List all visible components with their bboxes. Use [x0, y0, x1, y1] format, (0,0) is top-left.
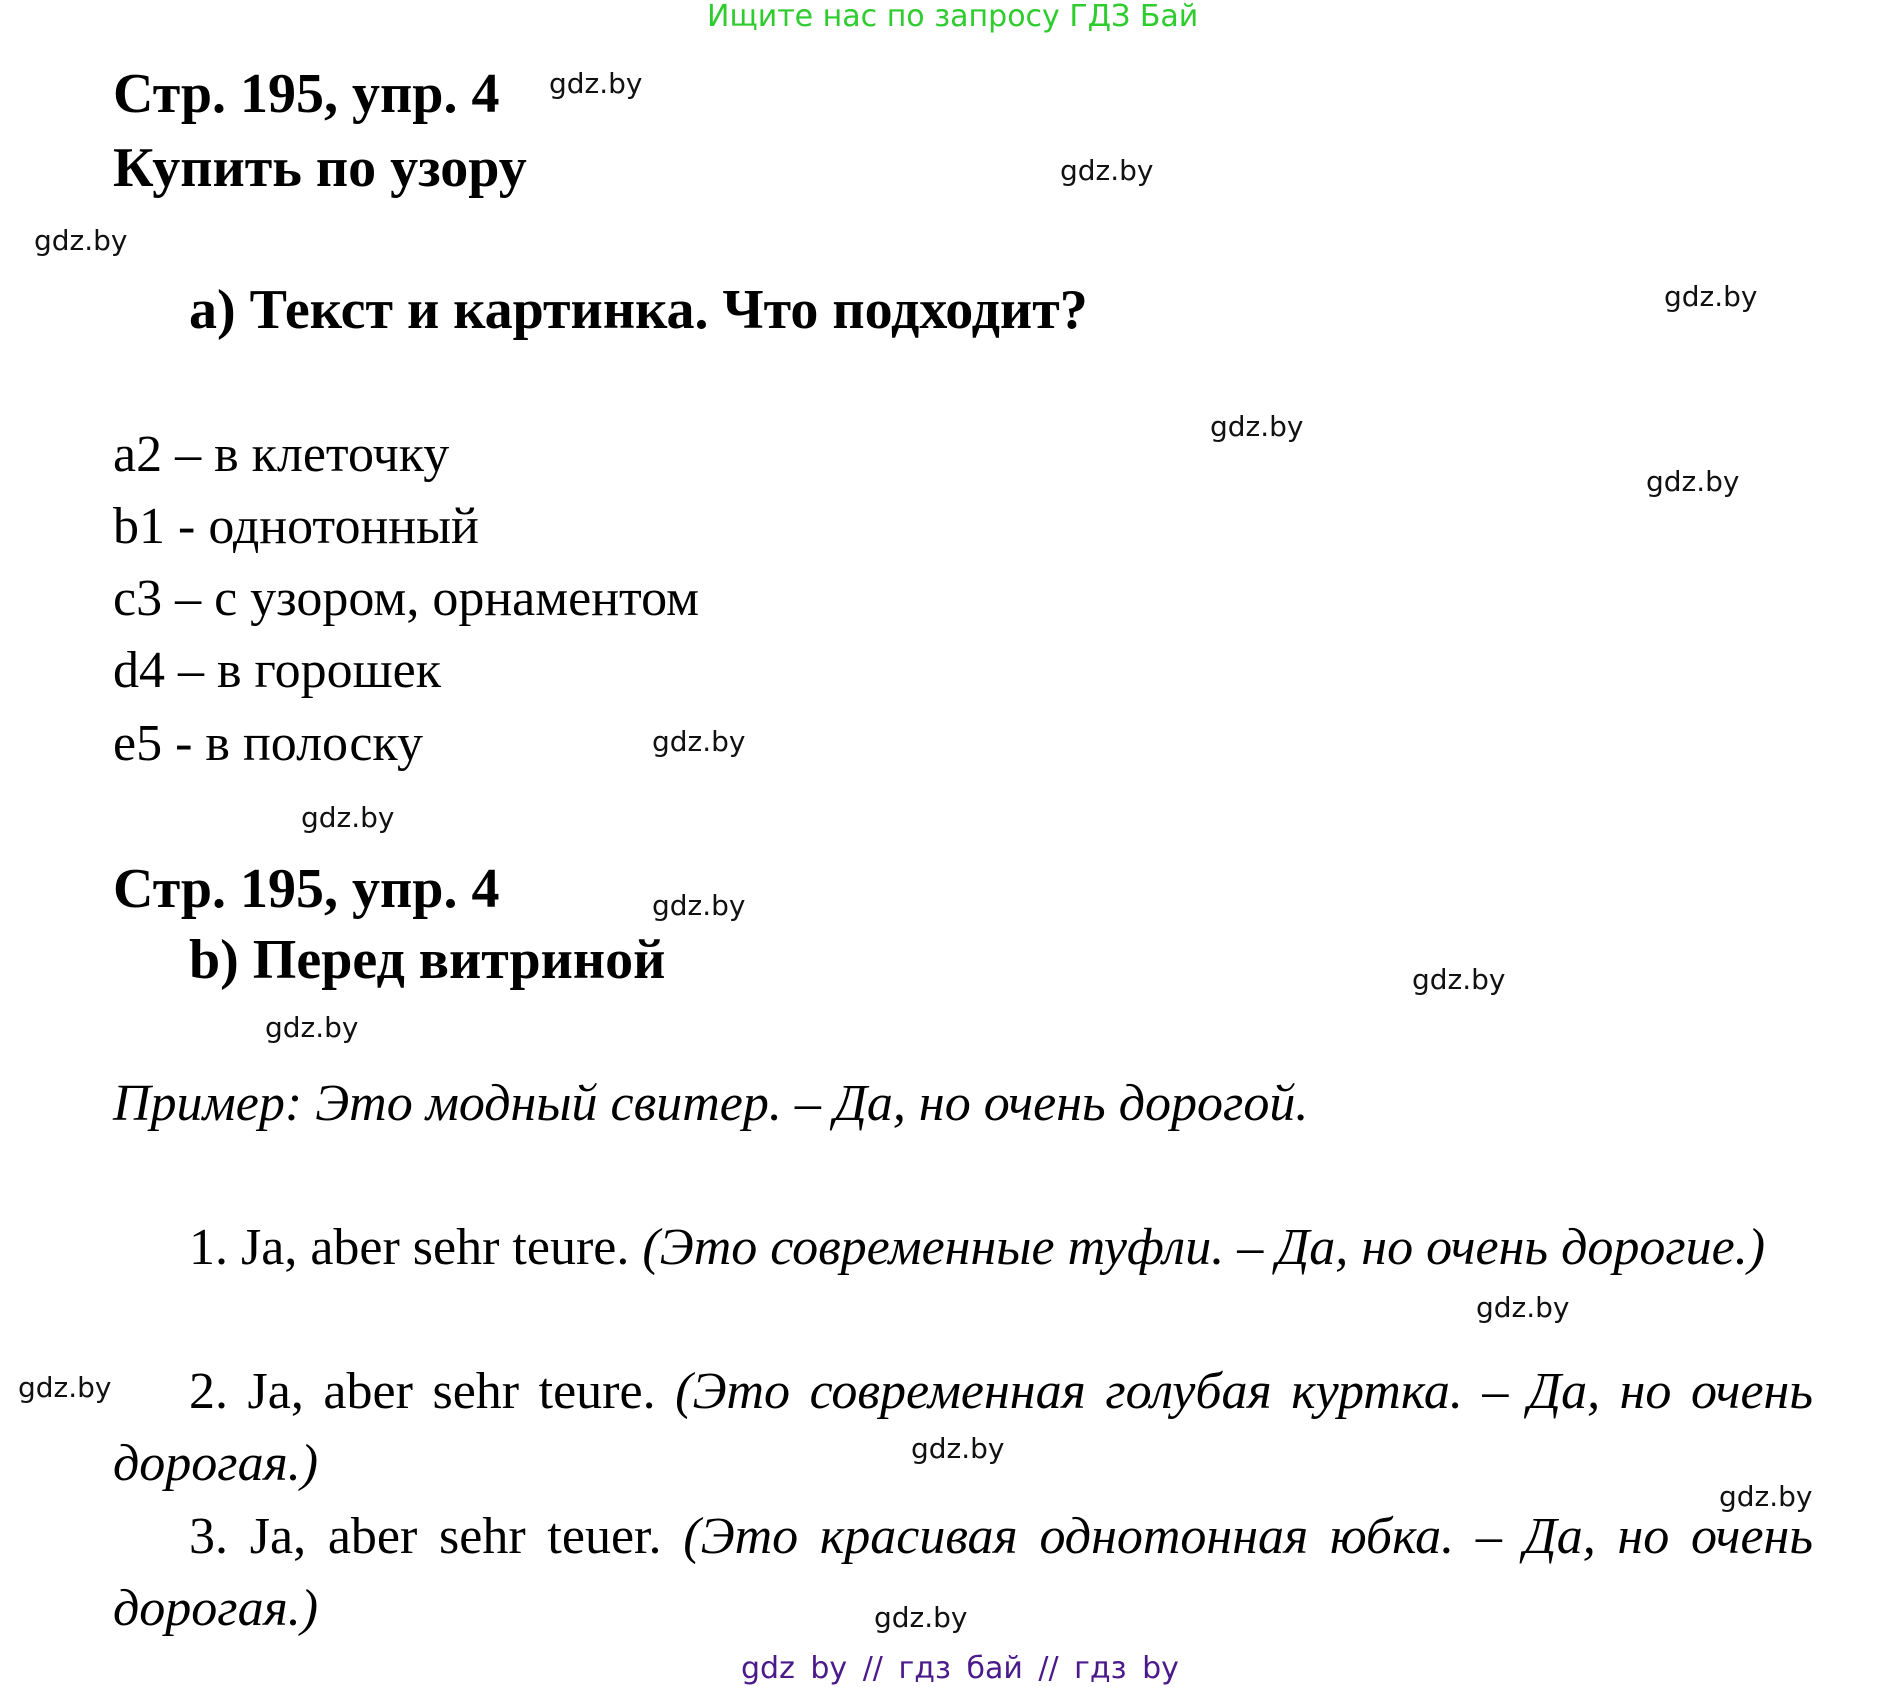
watermark: gdz.by: [1210, 410, 1304, 443]
watermark: gdz.by: [652, 889, 746, 922]
german-answer: 2. Ja, aber sehr teure.: [189, 1363, 676, 1420]
answer-paragraph-2: [113, 1356, 1813, 1500]
german-answer: 1. Ja, aber sehr teure.: [189, 1219, 643, 1276]
watermark: gdz.by: [911, 1432, 1005, 1465]
watermark: gdz.by: [1664, 280, 1758, 313]
footer-links: gdz by // гдз бай // гдз by: [741, 1651, 1179, 1686]
task-a-heading: а) Текст и картинка. Что подходит?: [189, 279, 1088, 341]
answer-item: a2 – в клеточку: [113, 426, 450, 483]
answer-paragraph-1: [113, 1212, 1813, 1284]
watermark: gdz.by: [301, 801, 395, 834]
answer-item: b1 - однотонный: [113, 498, 479, 555]
search-hint-banner: Ищите нас по запросу ГДЗ Бай: [707, 0, 1199, 34]
page-reference-heading-1: Стр. 195, упр. 4: [113, 63, 500, 125]
watermark: gdz.by: [34, 224, 128, 257]
watermark: gdz.by: [1646, 465, 1740, 498]
page-reference-heading-2: Стр. 195, упр. 4: [113, 858, 500, 920]
german-answer: 3. Ja, aber sehr teuer.: [189, 1508, 684, 1565]
russian-translation: (Это современная голубая куртка. – Да, но очень дорогая.): [113, 1363, 1813, 1492]
watermark: gdz.by: [549, 67, 643, 100]
watermark: gdz.by: [18, 1371, 112, 1404]
answer-item: c3 – с узором, орнаментом: [113, 570, 699, 627]
watermark: gdz.by: [265, 1011, 359, 1044]
answer-item: e5 - в полоску: [113, 715, 423, 772]
watermark: gdz.by: [652, 725, 746, 758]
watermark: gdz.by: [1412, 963, 1506, 996]
watermark: gdz.by: [1060, 154, 1154, 187]
example-sentence: Пример: Это модный свитер. – Да, но очень дорогой.: [113, 1075, 1309, 1132]
watermark: gdz.by: [874, 1601, 968, 1634]
watermark: gdz.by: [1476, 1291, 1570, 1324]
russian-translation: (Это красивая однотонная юбка. – Да, но очень дорогая.): [113, 1508, 1813, 1637]
task-b-heading: b) Перед витриной: [189, 929, 666, 991]
exercise-title: Купить по узору: [113, 137, 527, 199]
russian-translation: (Это современные туфли. – Да, но очень дорогие.): [642, 1219, 1766, 1276]
watermark: gdz.by: [1719, 1480, 1813, 1513]
answer-item: d4 – в горошек: [113, 642, 441, 699]
